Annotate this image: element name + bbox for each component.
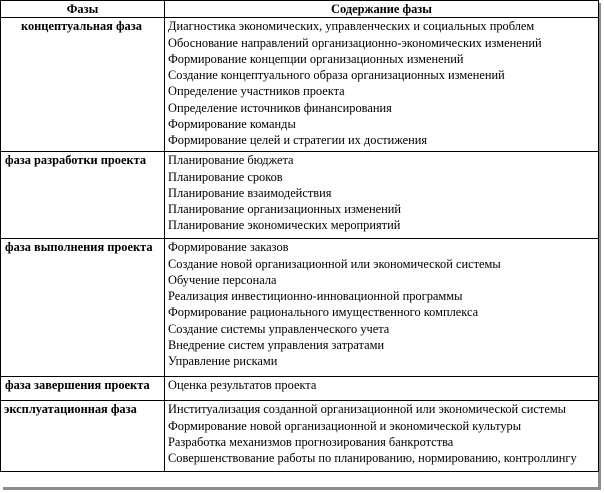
table-row <box>1 401 599 472</box>
header-row <box>1 1 599 18</box>
phase-content <box>165 152 599 239</box>
content-item: Создание системы управленческого учета <box>168 321 390 336</box>
table-row <box>1 18 599 152</box>
content-item: Планирование взаимодействия <box>168 185 332 200</box>
content-item: Институализация созданной организационной или экономической системы <box>168 402 566 417</box>
phase-content <box>165 377 599 401</box>
content-item: Формирование концепции организационных изменений <box>168 51 464 66</box>
phase-name: фаза выполнения проекта <box>1 239 165 377</box>
table-row <box>1 377 599 401</box>
content-item: Создание новой организационной или экономической системы <box>168 256 501 271</box>
content-item: Оценка результатов проекта <box>168 378 317 393</box>
table-row <box>1 152 599 239</box>
content-item: Обучение персонала <box>168 272 277 287</box>
phase-content <box>165 401 599 472</box>
header-content: Содержание фазы <box>165 1 599 18</box>
content-item: Управление рисками <box>168 354 278 369</box>
phase-name: фаза разработки проекта <box>1 152 165 239</box>
content-item: Внедрение систем управления затратами <box>168 338 385 353</box>
content-item: Диагностика экономических, управленческих и социальных проблем <box>168 19 535 34</box>
phase-content <box>165 18 599 152</box>
phase-name: фаза завершения проекта <box>1 377 165 401</box>
content-item: Планирование организационных изменений <box>168 202 402 217</box>
content-item: Формирование команды <box>168 117 296 132</box>
content-item: Формирование заказов <box>168 240 289 255</box>
content-item: Обоснование направлений организационно-экономических изменений <box>168 35 542 50</box>
content-item: Формирование рационального имущественного комплекса <box>168 305 479 320</box>
content-item: Формирование новой организационной и экономической культуры <box>168 418 522 433</box>
content-item: Определение участников проекта <box>168 84 345 99</box>
content-item: Планирование сроков <box>168 169 283 184</box>
content-item: Формирование целей и стратегии их достижения <box>168 133 428 148</box>
content-item: Реализация инвестиционно-инновационной программы <box>168 289 463 304</box>
phase-name: эксплуатационная фаза <box>1 401 165 472</box>
table-row <box>1 239 599 377</box>
content-item: Разработка механизмов прогнозирования банкротства <box>168 434 454 449</box>
content-item: Планирование бюджета <box>168 153 294 168</box>
phase-name: концептуальная фаза <box>1 18 165 152</box>
header-phases: Фазы <box>1 1 165 18</box>
content-item: Создание концептуального образа организационных изменений <box>168 68 505 83</box>
content-item: Планирование экономических мероприятий <box>168 218 401 233</box>
phase-content <box>165 239 599 377</box>
content-item: Определение источников финансирования <box>168 100 392 115</box>
content-item: Совершенствование работы по планированию, нормированию, контроллингу <box>168 451 577 466</box>
